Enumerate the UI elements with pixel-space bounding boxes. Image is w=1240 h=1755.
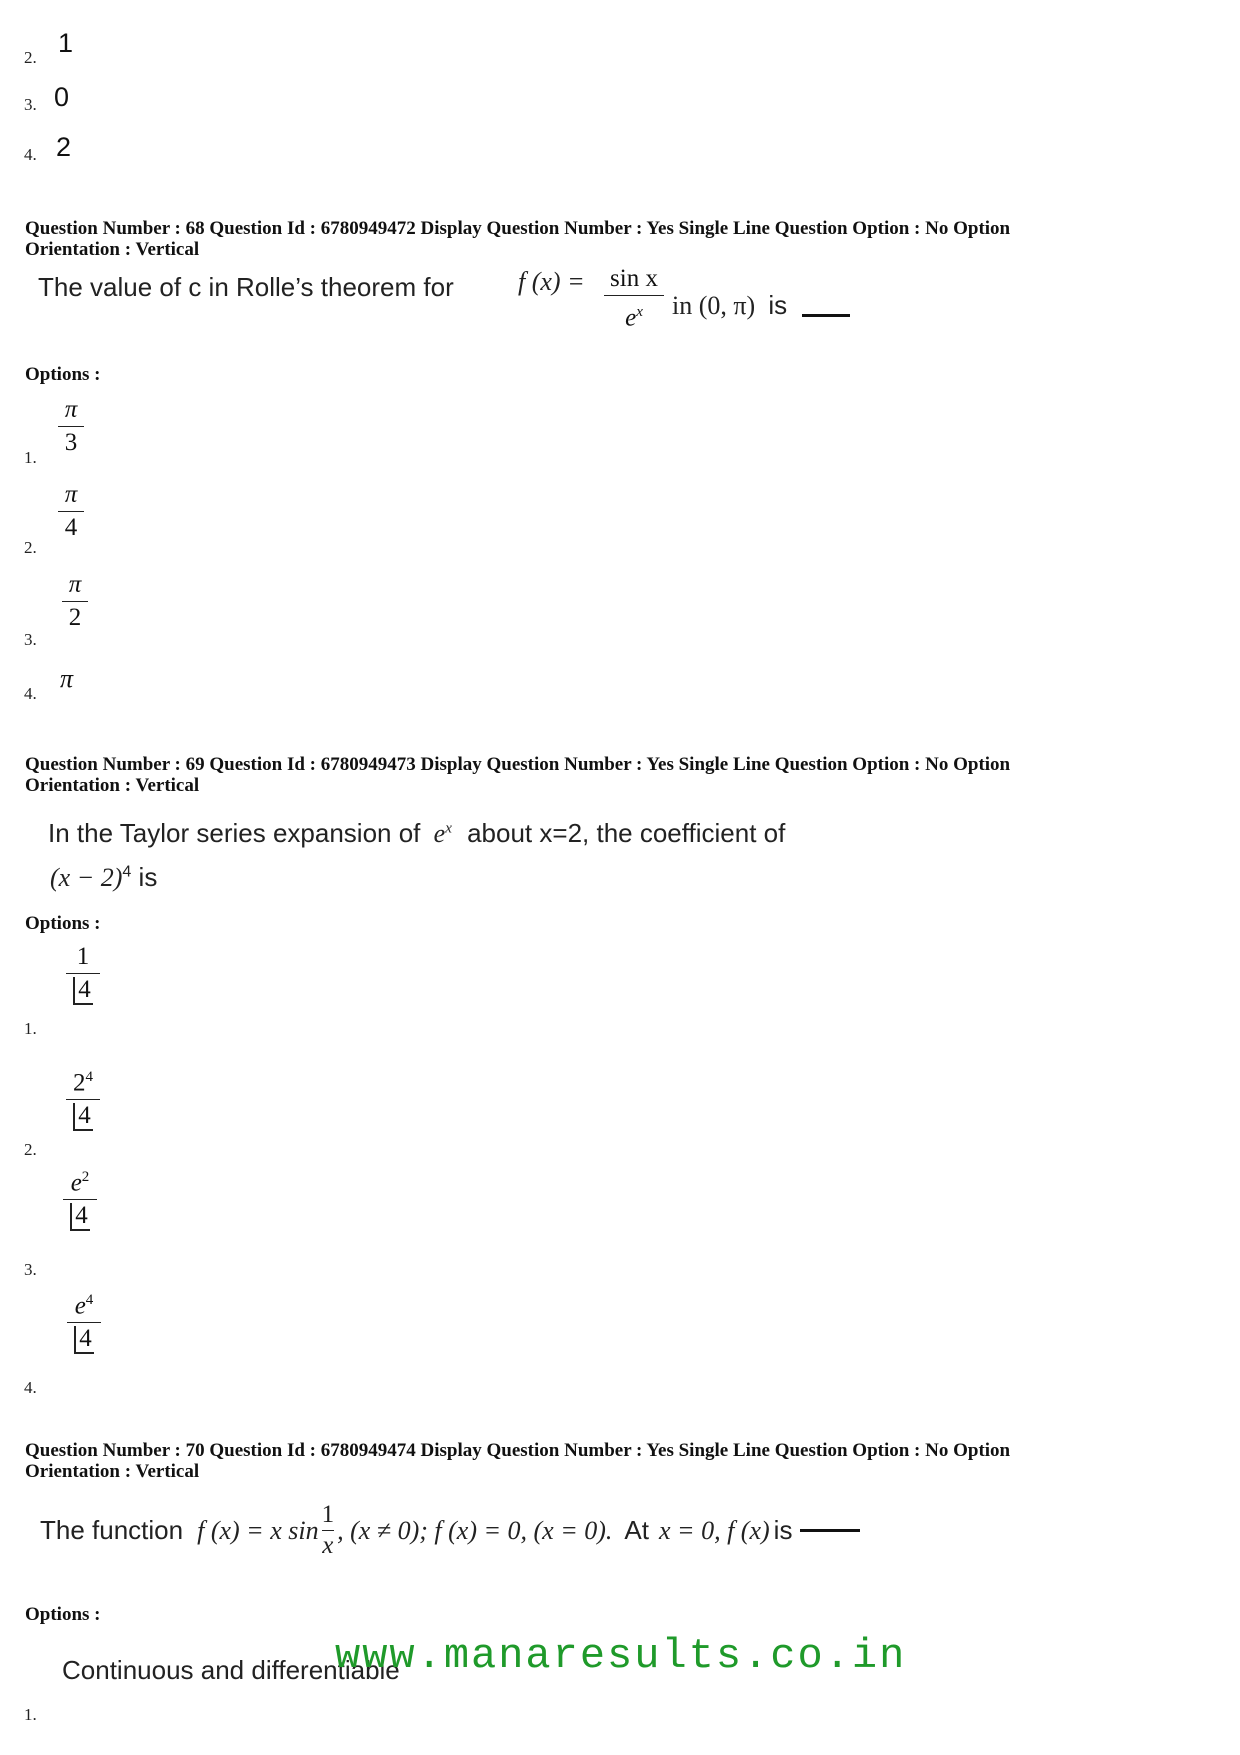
q68-option-1-bar (58, 426, 84, 427)
q69-meta-line1: Question Number : 69 Question Id : 6780949473 Display Question Number : Yes Single Line Question Option : No Option (25, 754, 1011, 775)
q68-frac-bar (604, 295, 664, 296)
q70-meta-line2: Orientation : Vertical (25, 1461, 200, 1482)
q69-option-2-number: 2. (24, 1140, 37, 1159)
q69-option-4-num: e (74, 1292, 86, 1320)
q70-option-1-text[interactable]: Continuous and differentiable (62, 1655, 400, 1685)
prev-option-4-number: 4. (24, 145, 37, 164)
q68-text-pre: The value of c in Rolle’s theorem for (38, 272, 454, 302)
q69-option-3-bar (63, 1199, 97, 1200)
q70-rest: , (x ≠ 0); f (x) = 0, (x = 0). (337, 1515, 613, 1545)
q68-fraction (604, 264, 664, 333)
q69-option-3-fraction[interactable] (63, 1162, 97, 1231)
q70-options-label: Options : (25, 1604, 101, 1625)
q69-option-1-den: 4 (73, 977, 93, 1005)
q68-question-text (38, 272, 454, 303)
q70-option-1-number: 1. (24, 1705, 37, 1724)
q70-at-expr: x = 0, f (x) (659, 1515, 770, 1545)
q69-e: e (433, 819, 446, 848)
q69-option-2-num-sup: 4 (85, 1069, 93, 1085)
q70-question-text (40, 1500, 860, 1561)
q69-option-1-fraction[interactable] (66, 942, 100, 1005)
q68-meta-line2: Orientation : Vertical (25, 239, 200, 260)
q69-line2-expr: (x − 2) (50, 863, 123, 892)
q68-option-2-den: 4 (64, 514, 78, 541)
q70-at: At (624, 1515, 649, 1545)
q70-meta (25, 1440, 1205, 1482)
q68-option-3-num: π (68, 571, 82, 598)
q68-interval: in (0, π) (672, 291, 756, 320)
q69-option-2-den: 4 (73, 1103, 93, 1131)
q69-option-3-num: e (70, 1169, 82, 1197)
q70-answer-blank (800, 1529, 860, 1532)
prev-option-3-value: 0 (54, 82, 70, 112)
q69-options-label: Options : (25, 913, 101, 934)
watermark: www.manaresults.co.in (335, 1632, 907, 1680)
q69-option-2-num: 2 (73, 1069, 86, 1097)
q69-line1-post: about x=2, the coefficient of (467, 818, 786, 848)
q68-option-2-number: 2. (24, 538, 37, 557)
q68-fx: f (x) = (518, 267, 585, 296)
q69-option-4-bar (67, 1322, 101, 1323)
q70-is: is (773, 1515, 793, 1545)
q68-option-2-num: π (64, 481, 78, 508)
q69-option-1-num: 1 (76, 943, 90, 970)
q69-meta-line2: Orientation : Vertical (25, 775, 200, 796)
q69-line1-pre: In the Taylor series expansion of (48, 818, 421, 848)
q68-options-label: Options : (25, 364, 101, 385)
q70-text-pre: The function (40, 1515, 184, 1545)
q68-option-1-number: 1. (24, 448, 37, 467)
q68-frac-num: sin x (610, 265, 658, 292)
q68-option-3-number: 3. (24, 630, 37, 649)
q70-fraction (322, 1500, 335, 1561)
q69-meta (25, 754, 1205, 796)
q68-option-4-number: 4. (24, 684, 37, 703)
prev-option-2-value: 1 (58, 28, 74, 58)
q69-line2-post: is (131, 862, 158, 892)
prev-option-3-number: 3. (24, 95, 37, 114)
q68-interval-wrap (672, 290, 850, 321)
q68-option-1-num: π (64, 396, 78, 423)
q68-option-1-den: 3 (64, 429, 78, 456)
q69-option-2-bar (66, 1099, 100, 1100)
q70-fx: f (x) = x sin (197, 1515, 319, 1545)
q68-meta (25, 218, 1205, 260)
q70-meta-line1: Question Number : 70 Question Id : 6780949474 Display Question Number : Yes Single Line Question Option : No Option (25, 1440, 1011, 1461)
q68-formula (518, 266, 585, 297)
q68-frac-den: e (625, 304, 637, 332)
q69-question-line2 (50, 862, 157, 893)
q70-frac-num: 1 (321, 1501, 335, 1528)
q70-frac-den: x (322, 1532, 334, 1559)
q69-question-line1 (48, 818, 785, 849)
q69-option-4-fraction[interactable] (67, 1285, 101, 1354)
q69-option-1-bar (66, 973, 100, 974)
q69-option-3-den: 4 (70, 1203, 90, 1231)
q69-option-4-num-sup: 4 (85, 1292, 94, 1308)
q69-option-2-fraction[interactable] (66, 1062, 100, 1131)
q69-option-3-number: 3. (24, 1260, 37, 1279)
q69-option-3-num-sup: 2 (81, 1169, 90, 1185)
q68-answer-blank (802, 314, 850, 317)
q68-option-2-fraction[interactable] (58, 480, 84, 543)
q68-is: is (768, 290, 788, 320)
q68-option-2-bar (58, 511, 84, 512)
q69-e-sup: x (445, 820, 452, 837)
q69-option-1-number: 1. (24, 1019, 37, 1038)
q68-option-3-den: 2 (68, 604, 82, 631)
q68-option-3-bar (62, 601, 88, 602)
q69-line2-sup: 4 (122, 863, 132, 881)
prev-option-2-number: 2. (24, 48, 37, 67)
q68-option-1-fraction[interactable] (58, 395, 84, 458)
q68-meta-line1: Question Number : 68 Question Id : 6780949472 Display Question Number : Yes Single Line Question Option : No Option (25, 218, 1011, 239)
prev-option-4-value: 2 (56, 132, 72, 162)
q68-option-3-fraction[interactable] (62, 570, 88, 633)
q68-option-4-value[interactable]: π (60, 664, 74, 693)
q69-option-4-den: 4 (74, 1326, 94, 1354)
q68-frac-den-sup: x (636, 304, 643, 320)
q69-option-4-number: 4. (24, 1378, 37, 1397)
